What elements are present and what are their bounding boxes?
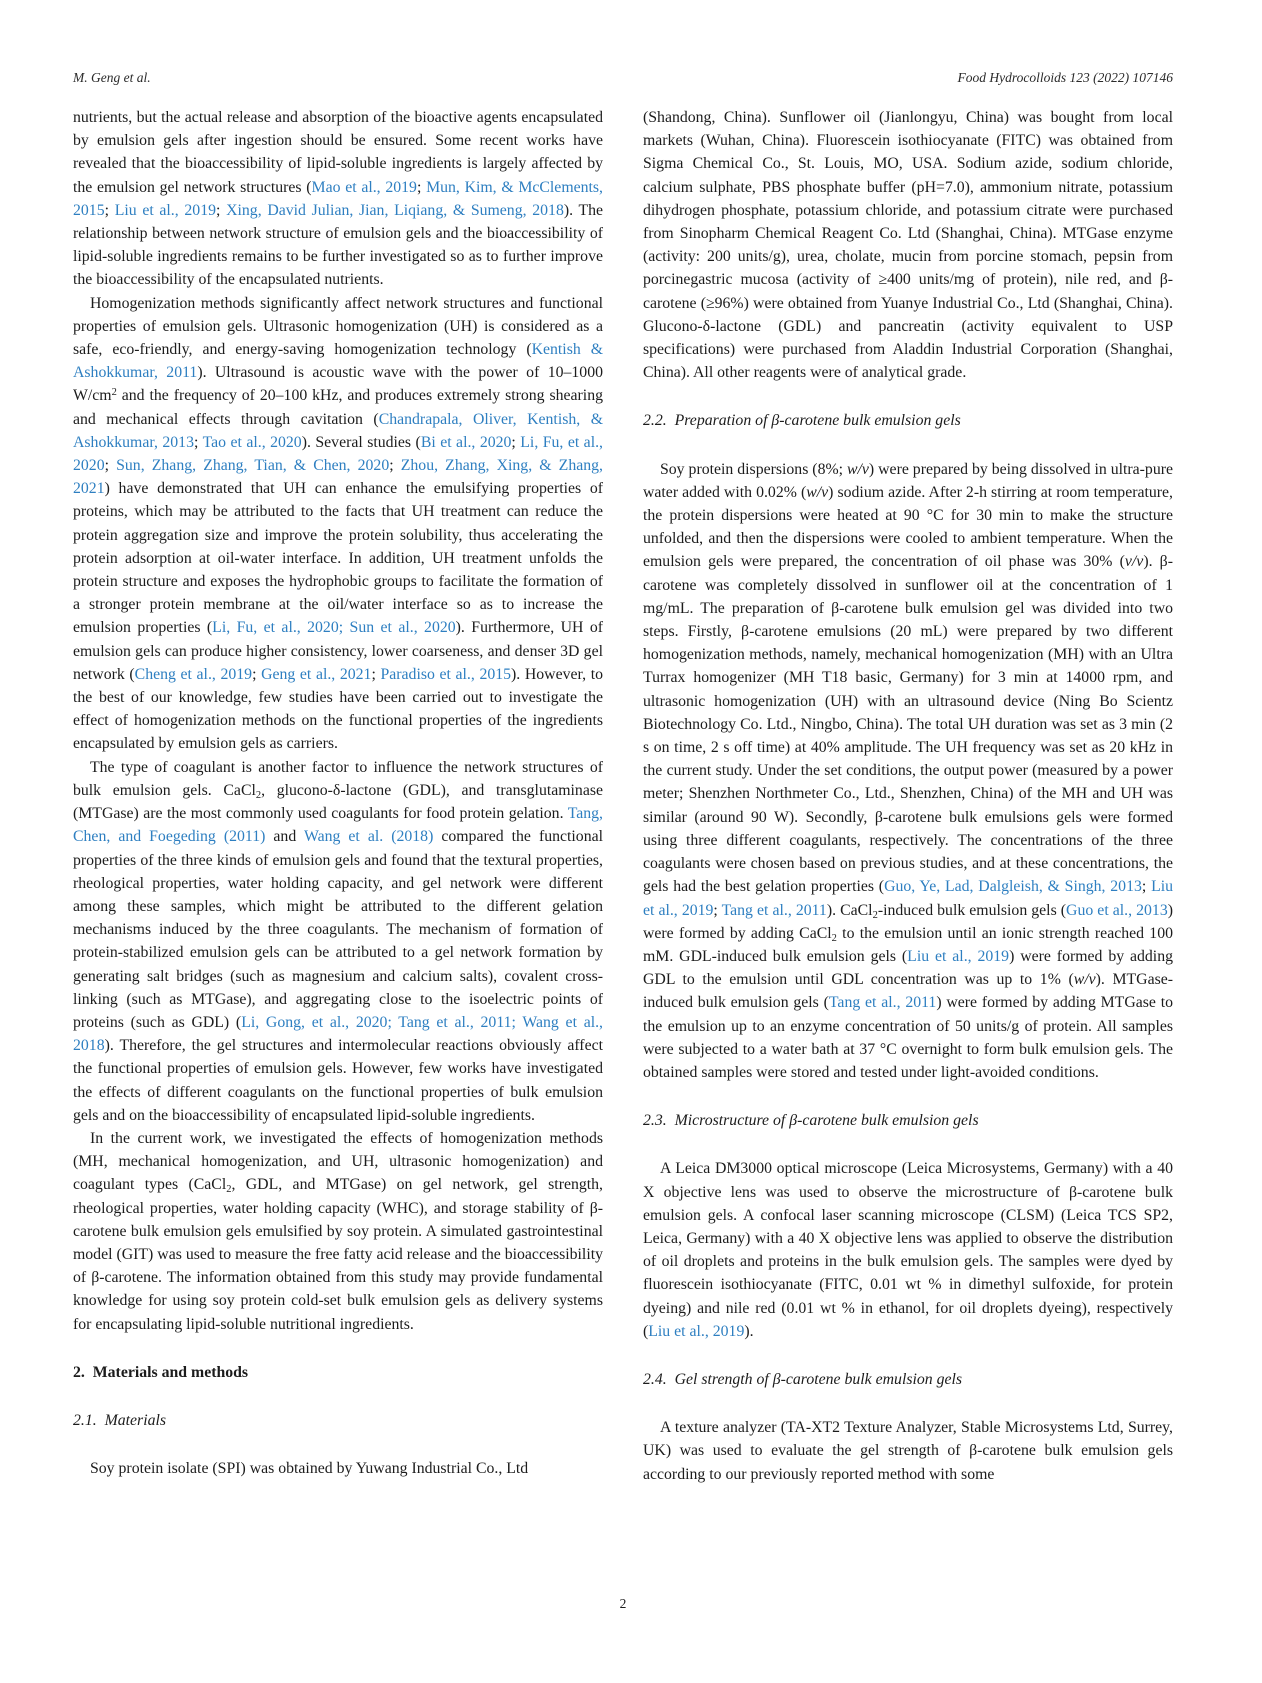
journal-reference: Food Hydrocolloids 123 (2022) 107146 [957, 70, 1173, 85]
text-segment: ). CaCl [826, 901, 873, 919]
text-segment: ; [389, 457, 401, 475]
text-segment: ; [193, 433, 203, 451]
paragraph [643, 1157, 1173, 1343]
running-author: M. Geng et al. [73, 70, 151, 85]
citation-link[interactable]: Mun, Kim, & McClements, 2015 [73, 178, 604, 219]
text-segment: ). The relationship between network structure of emulsion gels and the bioaccessibility of lipid-soluble ingredients remains to be further investigated so as to further improve the bioaccessibility of the encapsulated nutrients. [73, 201, 604, 289]
text-segment: -induced bulk emulsion gels ( [877, 901, 1067, 919]
text-segment: The type of coagulant is another factor to influence the network structures of bulk emulsion gels. CaCl [73, 758, 603, 799]
text-segment: 2 [255, 789, 262, 801]
citation-link[interactable]: Tao et al., 2020 [202, 433, 302, 451]
citation-link[interactable]: Guo, Ye, Lad, Dalgleish, & Singh, 2013 [884, 878, 1142, 896]
paragraph [73, 756, 603, 1127]
text-segment: A Leica DM3000 optical microscope (Leica Microsystems, Germany) with a 40 X objective lens was used to observe the microstructure of β-carotene bulk emulsion gels. A confocal laser scanning microscope (CLSM) (Leica TCS SP2, Leica, Germany) with a 40 X objective lens was applied to observe the distribution of oil droplets and proteins in the bulk emulsion gels. The samples were dyed by fluorescein isothiocyanate (FITC, 0.01 wt % in dimethyl sulfoxide, for protein dyeing) and nile red (0.01 wt % in ethanol, for oil droplets dyeing), respectively ( [643, 1160, 1173, 1340]
citation-link[interactable]: Li, Gong, et al., 2020; Tang et al., 2011; Wang et al., 2018 [73, 1013, 603, 1055]
text-segment: 2 [111, 387, 117, 399]
text-segment: 2.2. Preparation of β-carotene bulk emulsion gels [643, 412, 961, 430]
text-segment: ; [252, 665, 262, 683]
text-segment: ). Ultrasound is acoustic wave with the power of 10–1000 W/cm [73, 364, 603, 405]
text-segment: Soy protein dispersions (8%; [660, 460, 847, 478]
text-segment: ) were formed by adding CaCl [643, 901, 1173, 942]
text-segment: , GDL, and MTGase) on gel network, gel strength, rheological properties, water holding capacity (WHC), and storage stability of β-carotene bulk emulsion gels emulsified by soy protein. A simulated gastrointestinal model (GIT) was used to measure the free fatty acid release and the bioaccessibility of β-carotene. The information obtained from this study may provide fundamental knowledge for using soy protein cold-set bulk emulsion gels as delivery systems for encapsulating lipid-soluble nutritional ingredients. [73, 1176, 604, 1333]
text-segment: and the frequency of 20–100 kHz, and produces extremely strong shearing and mechanical effects through cavitation ( [73, 387, 603, 428]
citation-link[interactable]: Xing, David Julian, Jian, Liqiang, & Sumeng, 2018 [226, 201, 564, 219]
text-segment: ) sodium azide. After 2-h stirring at room temperature, the protein dispersions were heated at 90 °C for 30 min to make the structure unfolded, and then the dispersions were cooled to ambient temperature. When the emulsion gels were prepared, the concentration of oil phase was 30% ( [643, 483, 1173, 571]
citation-link[interactable]: Zhou, Zhang, Xing, & Zhang, 2021 [73, 457, 603, 498]
text-segment: and [265, 828, 304, 846]
text-segment: ; [1141, 878, 1152, 896]
citation-link[interactable]: Liu et al., 2019 [643, 878, 1173, 919]
text-segment: ; [216, 201, 227, 219]
subsection-heading [643, 1109, 1173, 1132]
page-header [73, 70, 1173, 86]
text-segment: , glucono-δ-lactone (GDL), and transglutaminase (MTGase) are the most commonly used coagulants for food protein gelation. [73, 781, 603, 823]
text-segment: ) were formed by adding MTGase to the emulsion up to an enzyme concentration of 50 units/g of protein. All samples were subjected to a water bath at 37 °C overnight to form bulk emulsion gels. The obtained samples were stored and tested under light-avoided conditions. [643, 994, 1173, 1081]
citation-link[interactable]: Geng et al., 2021 [261, 665, 372, 683]
page-number: 2 [619, 1596, 627, 1611]
text-segment: 2. Materials and methods [73, 1363, 249, 1381]
text-segment: Homogenization methods significantly affect network structures and functional properties of emulsion gels. Ultrasonic homogenization (UH) is considered as a safe, eco-friendly, and energy-saving homogenization technology ( [73, 294, 603, 359]
text-segment: w/v [846, 460, 869, 478]
citation-link[interactable]: Guo et al., 2013 [1066, 901, 1168, 919]
citation-link[interactable]: Wang et al. (2018) [303, 828, 434, 846]
right-column [643, 106, 1173, 1486]
text-segment: In the current work, we investigated the effects of homogenization methods (MH, mechanical homogenization, and UH, ultrasonic homogenization) and coagulant types (CaCl [73, 1129, 603, 1194]
text-segment: 2 [226, 1184, 232, 1196]
text-segment: ; [416, 178, 427, 196]
text-segment: v/v [1124, 553, 1144, 571]
paragraph [73, 1127, 603, 1336]
paragraph [643, 458, 1173, 1084]
two-column-body [73, 106, 1173, 1486]
citation-link[interactable]: Liu et al., 2019 [648, 1322, 745, 1340]
text-segment: ). Several studies ( [301, 433, 421, 451]
citation-link[interactable]: Sun, Zhang, Zhang, Tian, & Chen, 2020 [116, 457, 390, 475]
paragraph [643, 106, 1173, 384]
text-segment: 2.4. Gel strength of β-carotene bulk emulsion gels [643, 1370, 963, 1388]
text-segment: compared the functional properties of the three kinds of emulsion gels and found that the textural properties, rheological properties, water holding capacity, and gel network were different among these samples, which might be attributed to the different gelation mechanisms induced by the three coagulants. The mechanism of formation of protein-stabilized emulsion gels can be attributed to a gel network formation by generating salt bridges (such as magnesium and calcium salts), covalent cross-linking (such as MTGase), and aggregating close to the isoelectric points of proteins (such as GDL) ( [73, 828, 604, 1031]
text-segment: 2.3. Microstructure of β-carotene bulk emulsion gels [643, 1112, 979, 1130]
text-segment: (Shandong, China). Sunflower oil (Jianlongyu, China) was bought from local markets (Wuhan, China). Fluorescein isothiocyanate (FITC) was obtained from Sigma Chemical Co., St. Louis, MO, USA. Sodium azide, sodium chloride, calcium sulphate, PBS phosphate buffer (pH=7.0), ammonium nitrate, potassium dihydrogen phosphate, potassium chloride, and potassium citrate were purchased from Sinopharm Chemical Reagent Co. Ltd (Shanghai, China). MTGase enzyme (activity: 200 units/g), urea, cholate, mucin from porcine stomach, pepsin from porcinegastric mucosa (activity of ≥400 units/mg of protein), nile red, and β-carotene (≥96%) were obtained from Yuanye Industrial Co., Ltd (Shanghai, China). Glucono-δ-lactone (GDL) and pancreatin (activity equivalent to USP specifications) were purchased from Aladdin Industrial Corporation (Shanghai, China). All other reagents were of analytical grade. [643, 109, 1173, 382]
text-segment: ; [371, 665, 381, 683]
page-content [73, 70, 1173, 1486]
text-segment: ; [104, 457, 117, 475]
citation-link[interactable]: Li, Fu, et al., 2020; Sun et al., 2020 [212, 619, 456, 637]
citation-link[interactable]: Tang et al., 2011 [721, 901, 827, 919]
text-segment: A texture analyzer (TA-XT2 Texture Analyzer, Stable Microsystems Ltd, Surrey, UK) was used to evaluate the gel strength of β-carotene bulk emulsion gels according to our previously reported method with some [643, 1419, 1173, 1483]
citation-link[interactable]: Paradiso et al., 2015 [380, 665, 512, 683]
subsection-heading [643, 1368, 1173, 1391]
citation-link[interactable]: Tang et al., 2011 [828, 994, 937, 1012]
citation-link[interactable]: Liu et al., 2019 [114, 201, 216, 219]
citation-link[interactable]: Bi et al., 2020 [420, 433, 512, 451]
text-segment: 2 [831, 932, 837, 944]
citation-link[interactable]: Mao et al., 2019 [311, 178, 417, 196]
subsection-heading [73, 1409, 603, 1432]
text-segment: 2 [872, 909, 878, 921]
text-segment: w/v [806, 483, 829, 501]
section-heading [73, 1361, 603, 1384]
text-segment: ). Therefore, the gel structures and intermolecular reactions obviously affect the functional properties of emulsion gels. However, few works have investigated the effects of different coagulants on the functional properties of bulk emulsion gels and on the bioaccessibility of encapsulated lipid-soluble ingredients. [73, 1037, 603, 1124]
text-segment: 2.1. Materials [73, 1411, 167, 1429]
text-segment: Soy protein isolate (SPI) was obtained by Yuwang Industrial Co., Ltd [90, 1460, 529, 1478]
left-column [73, 106, 603, 1486]
text-segment: ) were formed by adding GDL to the emulsion until GDL concentration was up to 1% ( [643, 947, 1173, 989]
citation-link[interactable]: Li, Fu, et al., 2020 [73, 433, 603, 475]
paragraph [73, 1457, 603, 1480]
text-segment: ). MTGase-induced bulk emulsion gels ( [643, 971, 1173, 1012]
citation-link[interactable]: Kentish & Ashokkumar, 2011 [73, 341, 603, 382]
paragraph [73, 292, 603, 756]
text-segment: ; [511, 433, 521, 451]
paragraph [73, 106, 603, 292]
text-segment: ). However, to the best of our knowledge, few studies have been carried out to investigate the effect of homogenization methods on the functional properties of the ingredients encapsulated by emulsion gels as carriers. [73, 665, 604, 753]
text-segment: nutrients, but the actual release and absorption of the bioactive agents encapsulated by emulsion gels after ingestion should be ensured. Some recent works have revealed that the bioaccessibility of lipid-soluble ingredients is largely affected by the emulsion gel network structures ( [73, 109, 603, 196]
text-segment: ; [104, 201, 115, 219]
text-segment: ). β-carotene was completely dissolved in sunflower oil at the concentration of 1 mg/mL. The preparation of β-carotene bulk emulsion gel was divided into two steps. Firstly, β-carotene emulsions (20 mL) were prepared by two different homogenization methods, namely, mechanical homogenization (MH) with an Ultra Turrax homogenizer (MH T18 basic, Germany) for 3 min at 14000 rpm, and ultrasonic homogenization (UH) with an ultrasound device (Ning Bo Scientz Biotechnology Co. Ltd., Ningbo, China). The total UH duration was set as 3 min (2 s on time, 2 s off time) at 40% amplitude. The UH frequency was set as 20 kHz in the current study. Under the set conditions, the output power (measured by a power meter; Shenzhen Northmeter Co., Ltd., Shenzhen, China) of the MH and UH was similar (around 90 W). Secondly, β-carotene bulk emulsions gels were formed using three different coagulants, respectively. The concentrations of the three coagulants were chosen based on previous studies, and at these concentrations, the gels had the best gelation properties ( [643, 553, 1173, 896]
citation-link[interactable]: Chandrapala, Oliver, Kentish, & Ashokkumar, 2013 [73, 410, 603, 451]
subsection-heading [643, 409, 1173, 432]
text-segment: ). Furthermore, UH of emulsion gels can produce higher consistency, lower coarseness, and denser 3D gel network ( [73, 619, 603, 683]
text-segment: to the emulsion until an ionic strength reached 100 mM. GDL-induced bulk emulsion gels ( [643, 924, 1173, 965]
text-segment: ) were prepared by being dissolved in ultra-pure water added with 0.02% ( [643, 460, 1174, 501]
citation-link[interactable]: Tang, Chen, and Foegeding (2011) [73, 805, 603, 846]
paragraph [643, 1416, 1173, 1486]
citation-link[interactable]: Liu et al., 2019 [907, 947, 1010, 965]
citation-link[interactable]: Cheng et al., 2019 [134, 665, 253, 683]
text-segment: ) have demonstrated that UH can enhance the emulsifying properties of proteins, which may be attributed to the facts that UH treatment can reduce the protein aggregation size and improve the protein solubility, thus accelerating the protein adsorption at oil-water interface. In addition, UH treatment unfolds the protein structure and exposes the hydrophobic groups to facilitate the formation of a stronger protein membrane at the oil/water interface so as to increase the emulsion properties ( [73, 480, 603, 637]
text-segment: ; [713, 901, 722, 919]
text-segment: ). [744, 1322, 754, 1340]
text-segment: w/v [1073, 971, 1096, 989]
